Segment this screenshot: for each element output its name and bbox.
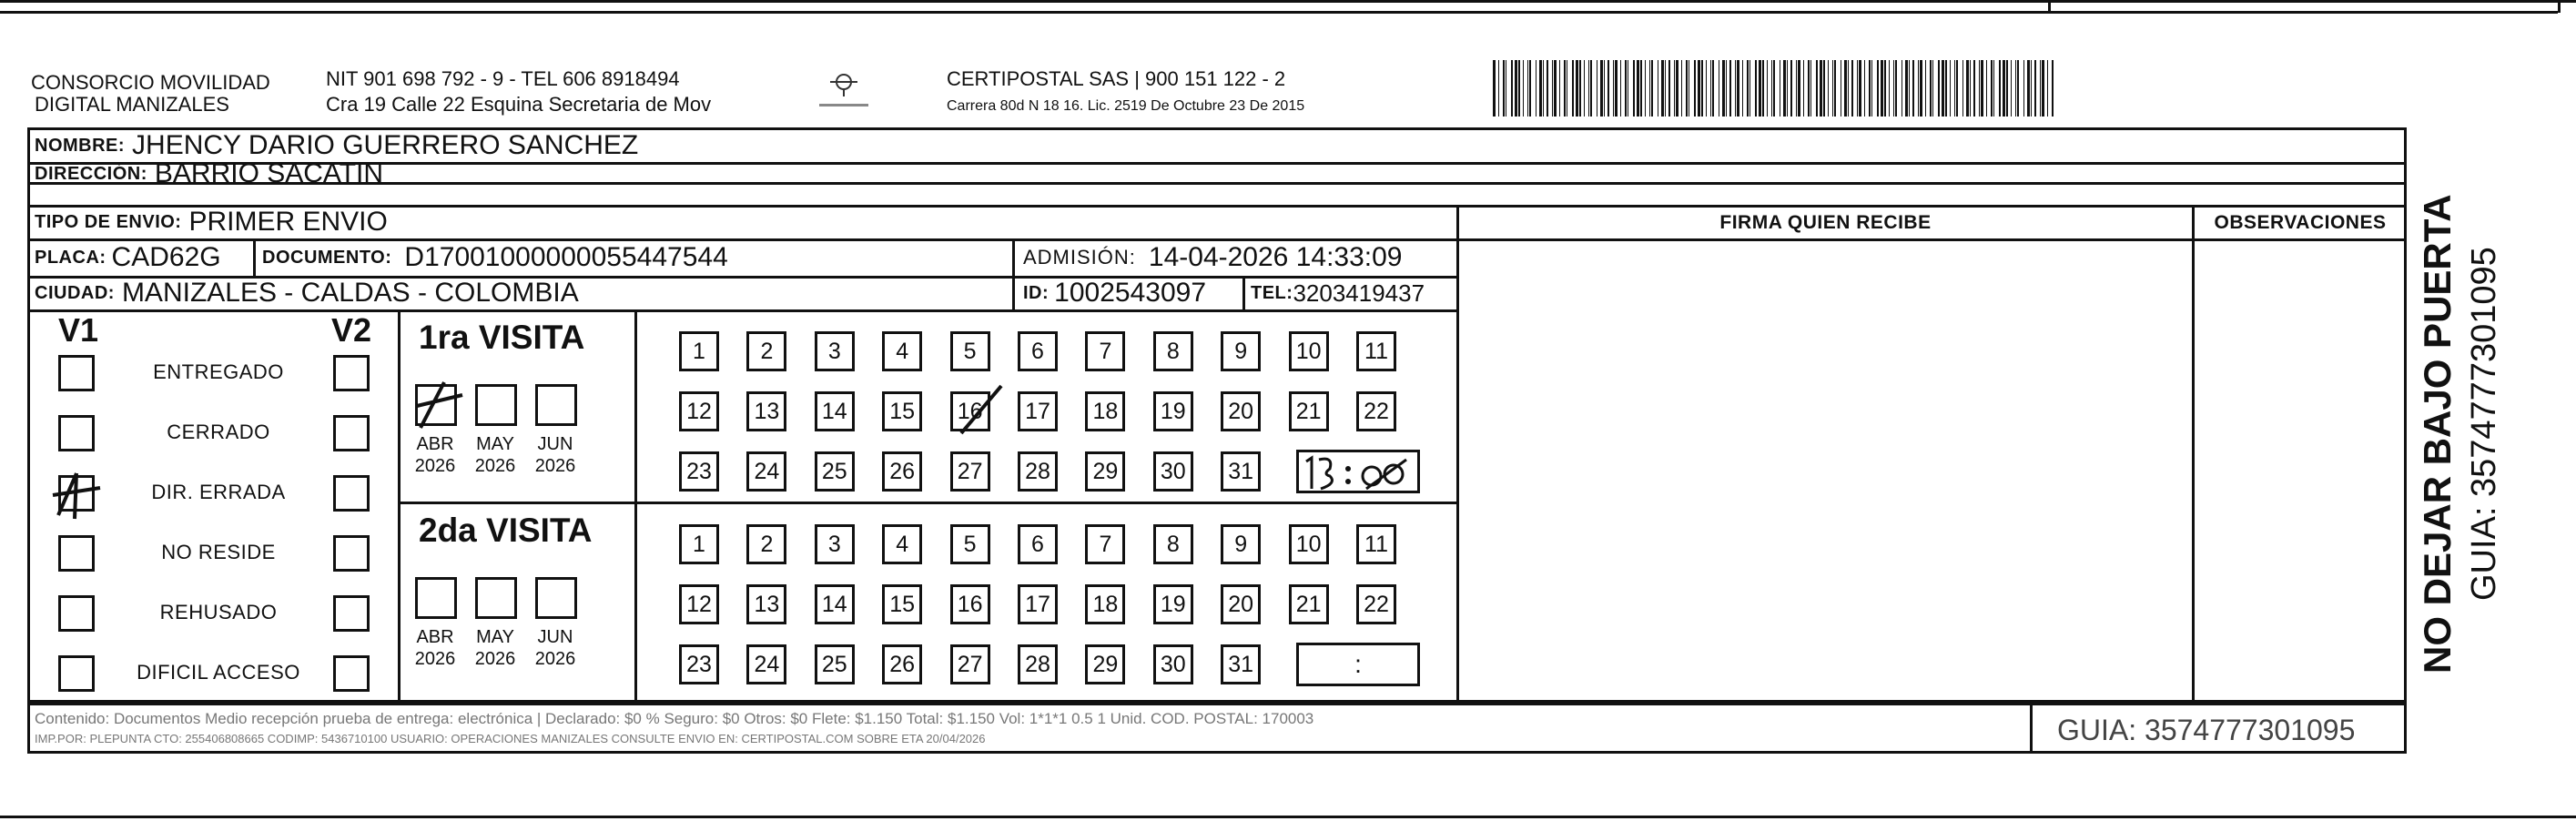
v2-checkbox[interactable]	[333, 475, 370, 512]
placa-value: CAD62G	[111, 242, 221, 272]
check-mark-icon	[408, 375, 472, 435]
day-checkbox[interactable]: 20	[1221, 584, 1261, 624]
day-checkbox[interactable]: 16	[950, 584, 990, 624]
company-name-line2: DIGITAL MANIZALES	[35, 93, 229, 116]
v1-checkbox[interactable]	[58, 595, 95, 632]
documento-cell	[262, 239, 1009, 276]
day-checkbox[interactable]: 3	[815, 524, 855, 564]
tipo-envio-label: TIPO DE ENVIO:	[35, 211, 182, 232]
day-checkbox[interactable]: 18	[1085, 391, 1125, 431]
v2-checkbox[interactable]	[333, 655, 370, 692]
month-label: ABR	[416, 627, 454, 647]
day-checkbox[interactable]: 31	[1221, 644, 1261, 684]
status-label: DIR. ERRADA	[151, 481, 286, 503]
month-label: MAY	[476, 627, 514, 647]
footer-contenido: Contenido: Documentos Medio recepción prueba de entrega: electrónica | Declarado: $0 % Seguro: $0 Otros: $0 Flete: $1.150 Total: $1.150 Vol: 1*1*1 0.5 1 Unid. COD. POSTAL: 170003	[35, 710, 1314, 727]
day-checkbox[interactable]: 30	[1153, 451, 1193, 492]
placa-cell	[35, 239, 253, 276]
day-checkbox[interactable]: 29	[1085, 644, 1125, 684]
day-checkbox[interactable]: 12	[679, 391, 719, 431]
day-checkbox[interactable]: 19	[1153, 584, 1193, 624]
footer-guia: GUIA: 3574777301095	[2057, 714, 2356, 746]
visit2-time-box[interactable]	[1296, 643, 1420, 686]
check-mark-icon	[49, 468, 113, 522]
day-checkbox[interactable]: 25	[815, 451, 855, 492]
day-checkbox[interactable]: 27	[950, 644, 990, 684]
day-checkbox[interactable]: 28	[1018, 644, 1058, 684]
tipo-envio-row	[35, 205, 1400, 239]
handwritten-time-icon	[1299, 452, 1417, 494]
day-checkbox[interactable]: 31	[1221, 451, 1261, 492]
direccion-row	[35, 158, 1400, 188]
courier-logo	[812, 69, 876, 115]
day-checkbox[interactable]: 10	[1289, 524, 1329, 564]
observations-area[interactable]	[2195, 241, 2406, 703]
id-cell	[1023, 276, 1242, 310]
side-guia: GUIA: 3574777301095	[2465, 247, 2503, 601]
side-guia-wrap	[2463, 127, 2505, 601]
month-label: MAY	[476, 434, 514, 454]
day-checkbox[interactable]: 23	[679, 451, 719, 492]
day-checkbox[interactable]: 12	[679, 584, 719, 624]
month-checkbox[interactable]	[475, 577, 517, 619]
day-checkbox[interactable]: 8	[1153, 524, 1193, 564]
check-mark-icon	[954, 382, 1009, 437]
day-checkbox[interactable]: 11	[1356, 331, 1396, 371]
year-label: 2026	[474, 456, 516, 476]
day-checkbox[interactable]: 4	[882, 331, 922, 371]
company-address: Cra 19 Calle 22 Esquina Secretaria de Mov	[326, 93, 712, 116]
year-label: 2026	[414, 649, 456, 669]
day-checkbox[interactable]: 17	[1018, 391, 1058, 431]
day-checkbox[interactable]: 5	[950, 331, 990, 371]
month-checkbox[interactable]	[475, 384, 517, 426]
admision-label: ADMISIÓN:	[1023, 246, 1136, 269]
v2-checkbox[interactable]	[333, 355, 370, 391]
status-label: REHUSADO	[159, 601, 278, 623]
day-checkbox[interactable]: 30	[1153, 644, 1193, 684]
direccion-label: DIRECCIÓN:	[35, 163, 147, 184]
visit1-time-box[interactable]	[1296, 450, 1420, 493]
side-warning-wrap	[2412, 127, 2463, 674]
documento-value: D17001000000055447544	[404, 242, 728, 272]
v1-checkbox[interactable]	[58, 535, 95, 572]
status-label: NO RESIDE	[161, 541, 276, 563]
day-checkbox[interactable]: 5	[950, 524, 990, 564]
footer-impresion: IMP.POR: PLEPUNTA CTO: 255406808665 CODIMP: 5436710100 USUARIO: OPERACIONES MANIZALES CONSULTE ENVIO EN: CERTIPOSTAL.COM SOBRE ETA 20/04/2026	[35, 732, 986, 745]
day-checkbox[interactable]: 10	[1289, 331, 1329, 371]
year-label: 2026	[474, 649, 516, 669]
day-checkbox[interactable]: 14	[815, 584, 855, 624]
day-checkbox[interactable]: 24	[746, 451, 786, 492]
day-checkbox[interactable]: 24	[746, 644, 786, 684]
day-checkbox[interactable]: 9	[1221, 524, 1261, 564]
side-warning: NO DEJAR BAJO PUERTA	[2416, 194, 2459, 674]
day-checkbox[interactable]: 22	[1356, 584, 1396, 624]
day-checkbox[interactable]: 6	[1018, 331, 1058, 371]
status-label: DIFICIL ACCESO	[137, 661, 300, 684]
month-label: JUN	[537, 434, 573, 454]
month-checkbox[interactable]	[535, 384, 577, 426]
day-checkbox[interactable]: 1	[679, 331, 719, 371]
documento-label: DOCUMENTO:	[262, 247, 392, 268]
day-checkbox[interactable]: 20	[1221, 391, 1261, 431]
admision-value: 14-04-2026 14:33:09	[1148, 242, 1403, 272]
courier-address: Carrera 80d N 18 16. Lic. 2519 De Octubre 23 De 2015	[947, 98, 1305, 114]
day-checkbox[interactable]: 7	[1085, 524, 1125, 564]
day-checkbox[interactable]: 26	[882, 644, 922, 684]
status-label: CERRADO	[167, 421, 270, 443]
visit2-time-placeholder: :	[1354, 650, 1362, 678]
tel-label: TEL:	[1251, 282, 1293, 303]
day-checkbox[interactable]: 16	[950, 391, 990, 431]
v1-checkbox[interactable]	[58, 415, 95, 451]
v1-label: V1	[58, 311, 99, 349]
day-checkbox[interactable]: 22	[1356, 391, 1396, 431]
day-checkbox[interactable]: 28	[1018, 451, 1058, 492]
day-checkbox[interactable]: 2	[746, 524, 786, 564]
direccion-value: BARRIO SACATIN	[154, 158, 384, 188]
day-checkbox[interactable]: 17	[1018, 584, 1058, 624]
tel-cell	[1251, 276, 1456, 310]
placa-label: PLACA:	[35, 247, 106, 268]
v2-checkbox[interactable]	[333, 415, 370, 451]
v2-checkbox[interactable]	[333, 595, 370, 632]
id-value: 1002543097	[1054, 278, 1207, 308]
day-checkbox[interactable]: 13	[746, 391, 786, 431]
tel-value: 3203419437	[1293, 279, 1425, 307]
day-checkbox[interactable]: 1	[679, 524, 719, 564]
signature-area[interactable]	[1459, 241, 2192, 703]
day-checkbox[interactable]: 13	[746, 584, 786, 624]
ciudad-value: MANIZALES - CALDAS - COLOMBIA	[121, 278, 579, 308]
company-name-line1: CONSORCIO MOVILIDAD	[31, 71, 270, 94]
month-checkbox[interactable]	[415, 577, 457, 619]
barcode	[1493, 60, 2057, 117]
tipo-envio-value: PRIMER ENVIO	[188, 207, 388, 237]
observaciones-header: OBSERVACIONES	[2214, 212, 2387, 233]
day-checkbox[interactable]: 23	[679, 644, 719, 684]
month-label: ABR	[416, 434, 454, 454]
status-label: ENTREGADO	[153, 360, 284, 383]
firma-header: FIRMA QUIEN RECIBE	[1719, 212, 1932, 233]
admision-cell	[1023, 239, 1456, 276]
ciudad-label: CIUDAD:	[35, 282, 115, 303]
day-checkbox[interactable]: 19	[1153, 391, 1193, 431]
day-checkbox[interactable]: 3	[815, 331, 855, 371]
day-checkbox[interactable]: 8	[1153, 331, 1193, 371]
courier-name: CERTIPOSTAL SAS | 900 151 122 - 2	[947, 67, 1286, 90]
day-checkbox[interactable]: 26	[882, 451, 922, 492]
day-checkbox[interactable]: 6	[1018, 524, 1058, 564]
day-checkbox[interactable]: 9	[1221, 331, 1261, 371]
day-checkbox[interactable]: 18	[1085, 584, 1125, 624]
month-label: JUN	[537, 627, 573, 647]
day-checkbox[interactable]: 25	[815, 644, 855, 684]
day-checkbox[interactable]: 4	[882, 524, 922, 564]
year-label: 2026	[534, 456, 576, 476]
day-checkbox[interactable]: 29	[1085, 451, 1125, 492]
id-label: ID:	[1023, 282, 1050, 303]
day-checkbox[interactable]: 14	[815, 391, 855, 431]
day-checkbox[interactable]: 27	[950, 451, 990, 492]
ciudad-cell	[35, 276, 1009, 310]
day-checkbox[interactable]: 15	[882, 584, 922, 624]
year-label: 2026	[534, 649, 576, 669]
day-checkbox[interactable]: 21	[1289, 584, 1329, 624]
visit2-title: 2da VISITA	[419, 512, 593, 549]
v2-checkbox[interactable]	[333, 535, 370, 572]
nombre-value: JHENCY DARIO GUERRERO SANCHEZ	[132, 130, 639, 160]
day-checkbox[interactable]: 2	[746, 331, 786, 371]
nombre-label: NOMBRE:	[35, 135, 126, 156]
v1-checkbox[interactable]	[58, 655, 95, 692]
month-checkbox[interactable]	[535, 577, 577, 619]
day-checkbox[interactable]: 7	[1085, 331, 1125, 371]
day-checkbox[interactable]: 21	[1289, 391, 1329, 431]
day-checkbox[interactable]: 11	[1356, 524, 1396, 564]
v2-label: V2	[331, 311, 372, 349]
day-checkbox[interactable]: 15	[882, 391, 922, 431]
visit1-title: 1ra VISITA	[419, 319, 585, 356]
company-nit: NIT 901 698 792 - 9 - TEL 606 8918494	[326, 67, 680, 90]
year-label: 2026	[414, 456, 456, 476]
v1-checkbox[interactable]	[58, 355, 95, 391]
